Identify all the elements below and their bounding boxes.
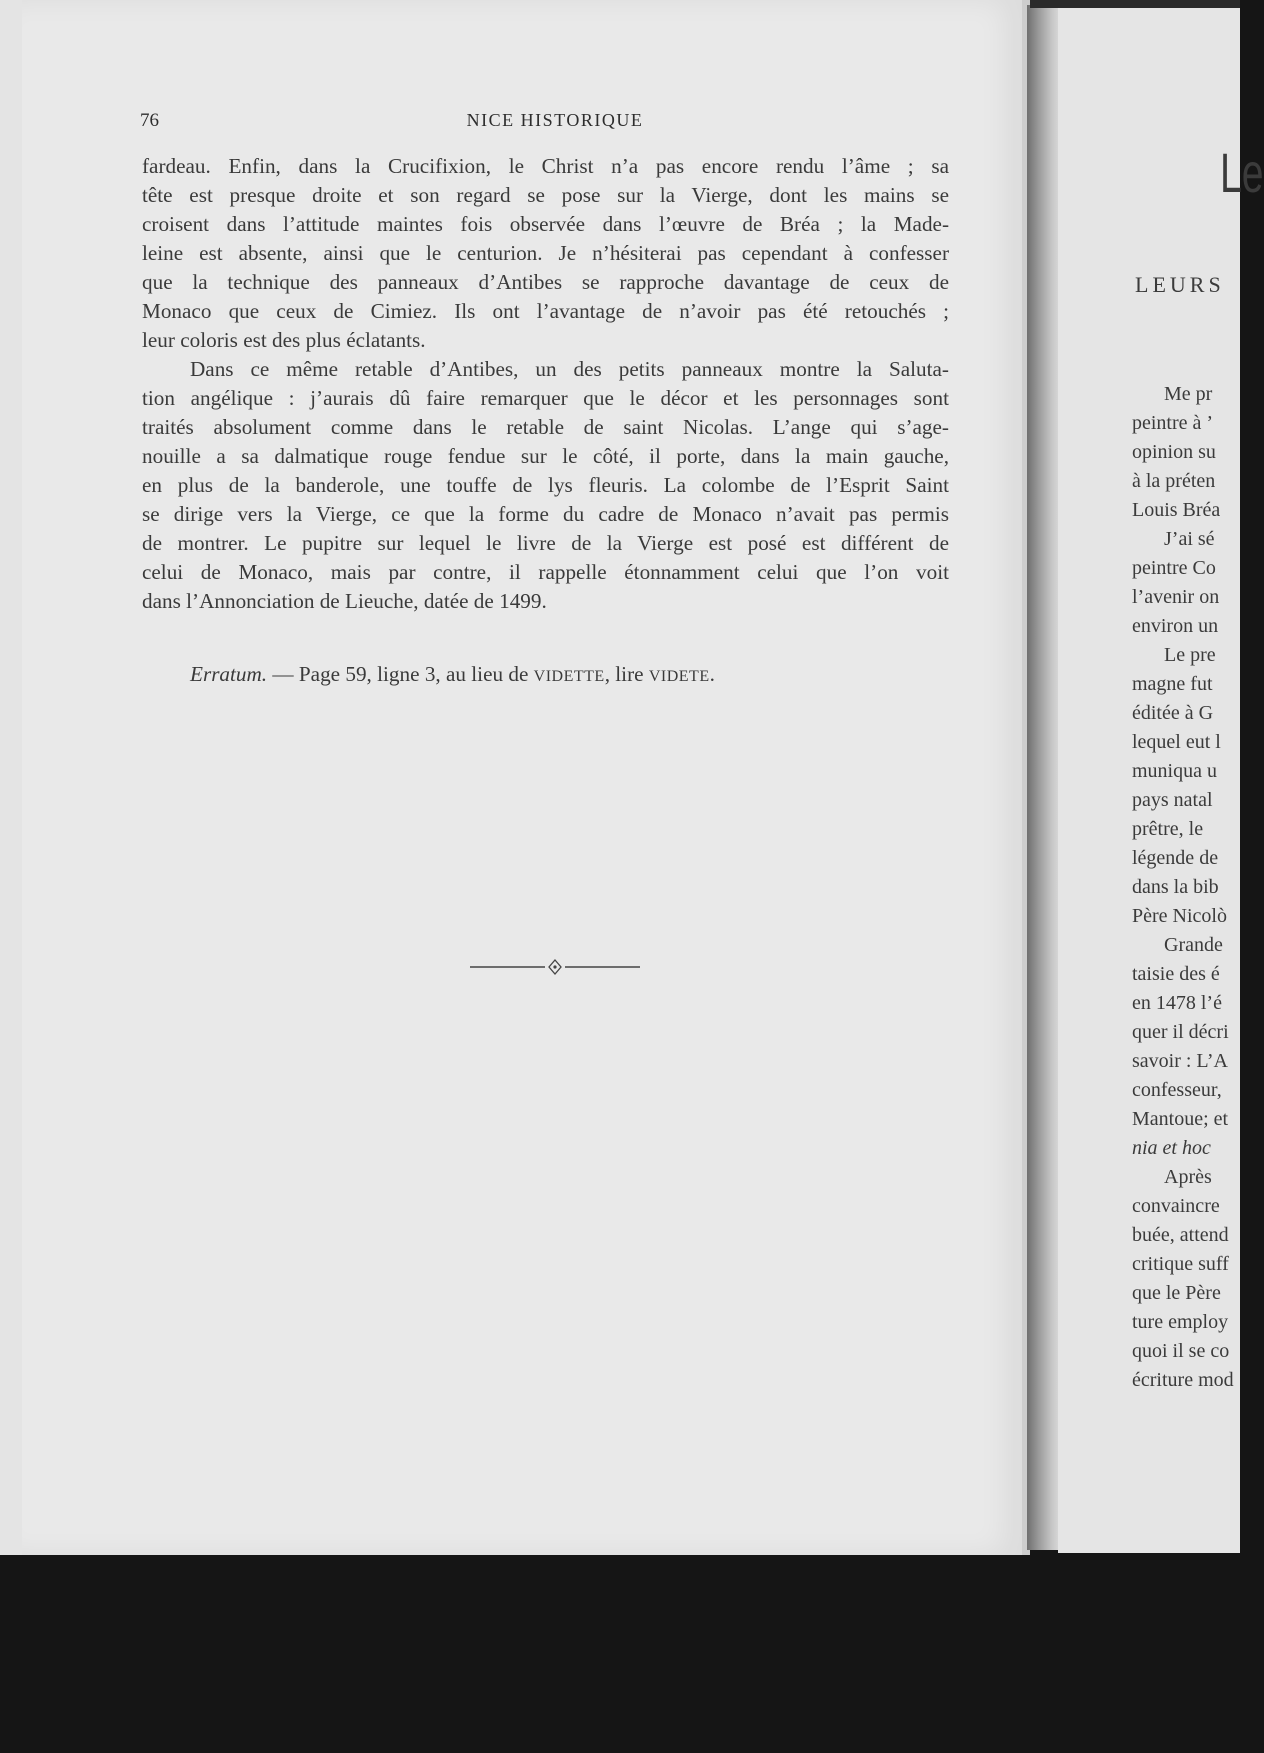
page-number: 76: [140, 110, 159, 131]
erratum-note: [190, 662, 950, 687]
body-line: leur coloris est des plus éclatants.: [142, 328, 426, 352]
right-page-text: [1132, 380, 1234, 1395]
body-line: tion angélique : j’aurais dû faire remarquer que le décor et les personnages sont: [142, 386, 949, 410]
right-page-line: muniqua u: [1132, 760, 1217, 782]
right-page-line: confesseur,: [1132, 1079, 1222, 1101]
right-page-line: taisie des é: [1132, 963, 1220, 985]
erratum-middle: , lire: [604, 662, 649, 686]
right-page-line: peintre à ’: [1132, 412, 1214, 434]
body-line: se dirige vers la Vierge, ce que la forme du cadre de Monaco n’avait pas permis: [142, 502, 949, 526]
right-page-line: écriture mod: [1132, 1369, 1234, 1391]
right-page-line: à la préten: [1132, 470, 1216, 492]
right-page-line: savoir : L’A: [1132, 1050, 1228, 1072]
right-page-line: éditée à G: [1132, 702, 1214, 724]
right-page-line: dans la bib: [1132, 876, 1219, 898]
right-page-line: nia et hoc: [1132, 1137, 1211, 1159]
right-page-line: lequel eut l: [1132, 731, 1221, 753]
body-line: fardeau. Enfin, dans la Crucifixion, le Christ n’a pas encore rendu l’âme ; sa: [142, 154, 949, 178]
body-line: croisent dans l’attitude maintes fois observée dans l’œuvre de Bréa ; la Made-: [142, 212, 949, 236]
right-page-line: Me pr: [1164, 383, 1213, 405]
body-line: leine est absente, ainsi que le centurion. Je n’hésiterai pas cependant à confesser: [142, 241, 949, 265]
right-page-line: en 1478 l’é: [1132, 992, 1222, 1014]
right-page-line: quer il décri: [1132, 1021, 1229, 1043]
right-page-subtitle: LEURS: [1135, 272, 1225, 297]
erratum-correct-word: VIDETE: [648, 668, 710, 685]
right-page-line: Mantoue; et: [1132, 1108, 1229, 1130]
body-line: nouille a sa dalmatique rouge fendue sur le côté, il porte, dans la main gauche,: [142, 444, 949, 468]
erratum-end: .: [709, 662, 715, 686]
body-line: Monaco que ceux de Cimiez. Ils ont l’avantage de n’avoir pas été retouchés ;: [142, 299, 949, 323]
right-page-line: convaincre: [1132, 1195, 1220, 1217]
body-line: Dans ce même retable d’Antibes, un des petits panneaux montre la Saluta-: [190, 357, 949, 381]
right-page-heading: Le: [1220, 141, 1264, 204]
running-title: NICE HISTORIQUE: [466, 110, 644, 130]
right-page-line: opinion su: [1132, 441, 1216, 463]
right-page-line: prêtre, le: [1132, 818, 1204, 840]
right-page-line: Le pre: [1164, 644, 1216, 666]
body-line: que la technique des panneaux d’Antibes se rapproche davantage de ceux de: [142, 270, 949, 294]
right-page-line: quoi il se co: [1132, 1340, 1230, 1362]
right-page-line: Père Nicolò: [1132, 905, 1227, 927]
scanner-bed: [0, 1555, 1240, 1753]
body-line: de montrer. Le pupitre sur lequel le livre de la Vierge est posé est différent de: [142, 531, 949, 555]
body-line: en plus de la banderole, une touffe de lys fleuris. La colombe de l’Esprit Saint: [142, 473, 949, 497]
body-line: tête est presque droite et son regard se pose sur la Vierge, dont les mains se: [142, 183, 949, 207]
right-page-line: buée, attend: [1132, 1224, 1229, 1246]
right-page-line: Grande: [1164, 934, 1223, 956]
right-page-line: que le Père: [1132, 1282, 1221, 1304]
right-page-line: peintre Co: [1132, 557, 1216, 579]
right-page-line: environ un: [1132, 615, 1219, 637]
right-page-line: légende de: [1132, 847, 1219, 869]
right-page-line: Après: [1164, 1166, 1212, 1188]
right-page-line: J’ai sé: [1164, 528, 1215, 550]
body-line: dans l’Annonciation de Lieuche, datée de 1499.: [142, 589, 547, 613]
scan-border: [0, 0, 22, 1555]
book-gutter: [1027, 5, 1060, 1550]
running-header: [140, 110, 970, 140]
right-page-top-edge: [1030, 0, 1240, 8]
ornament-divider: [470, 957, 640, 977]
body-text: [142, 152, 949, 616]
body-line: celui de Monaco, mais par contre, il rappelle étonnamment celui que l’on voit: [142, 560, 949, 584]
right-page-line: critique suff: [1132, 1253, 1229, 1275]
erratum-text: — Page 59, ligne 3, au lieu de: [267, 662, 534, 686]
erratum-wrong-word: VIDETTE: [533, 668, 605, 685]
right-page-line: l’avenir on: [1132, 586, 1220, 608]
right-page-line: magne fut: [1132, 673, 1213, 695]
right-page-line: ture employ: [1132, 1311, 1229, 1333]
erratum-label: Erratum.: [190, 662, 268, 686]
body-line: traités absolument comme dans le retable de saint Nicolas. L’ange qui s’age-: [142, 415, 949, 439]
right-page-line: Louis Bréa: [1132, 499, 1221, 521]
right-page-line: pays natal: [1132, 789, 1213, 811]
